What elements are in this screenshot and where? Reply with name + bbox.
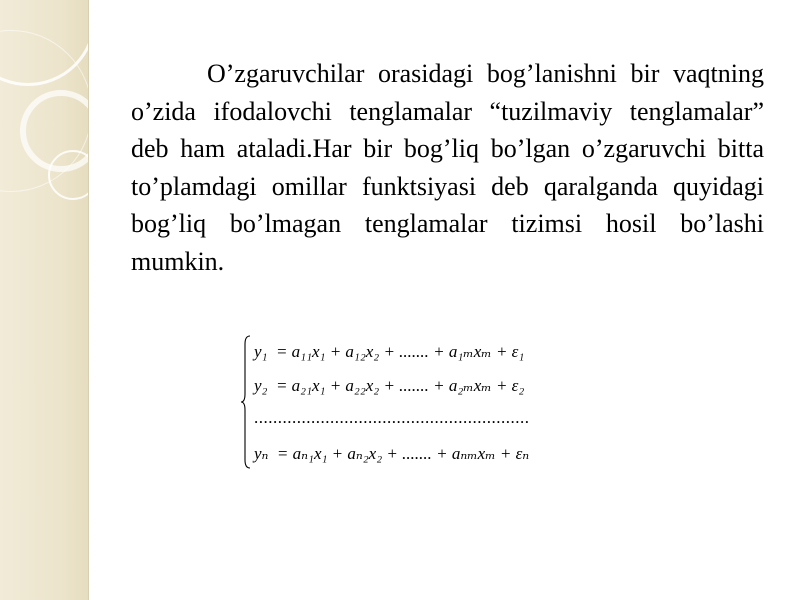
body-paragraph-text: O’zgaruvchilar orasidagi bog’lanishni bir vaqtning o’zida ifodalovchi tenglamalar “tuzilmaviy tenglamalar” deb ham ataladi.Har bir bog’liq bo’lgan o’zgaruvchi bitta to’plamdagi omillar funktsiyasi deb qaralganda quyidagi bog’liq bo’lmagan tenglamalar tizimsi hosil bo’lashi mumkin. [131, 59, 764, 276]
decorative-circle [48, 150, 89, 200]
equation-row-n: yₙ = aₙ₁x₁ + aₙ₂x₂ + ....... + aₙₘxₘ + εₙ [254, 444, 530, 463]
equation-row-1: y₁ = a₁₁x₁ + a₁₂x₂ + ....... + a₁ₘxₘ + ε₁ [254, 342, 525, 361]
equation-system [238, 332, 618, 472]
decorative-side-strip [0, 0, 89, 600]
equation-row-2: y₂ = a₂₁x₁ + a₂₂x₂ + ....... + a₂ₘxₘ + ε₂ [254, 376, 525, 395]
equation-ellipsis-row: .......................................................... [254, 408, 530, 427]
body-paragraph [131, 55, 764, 280]
